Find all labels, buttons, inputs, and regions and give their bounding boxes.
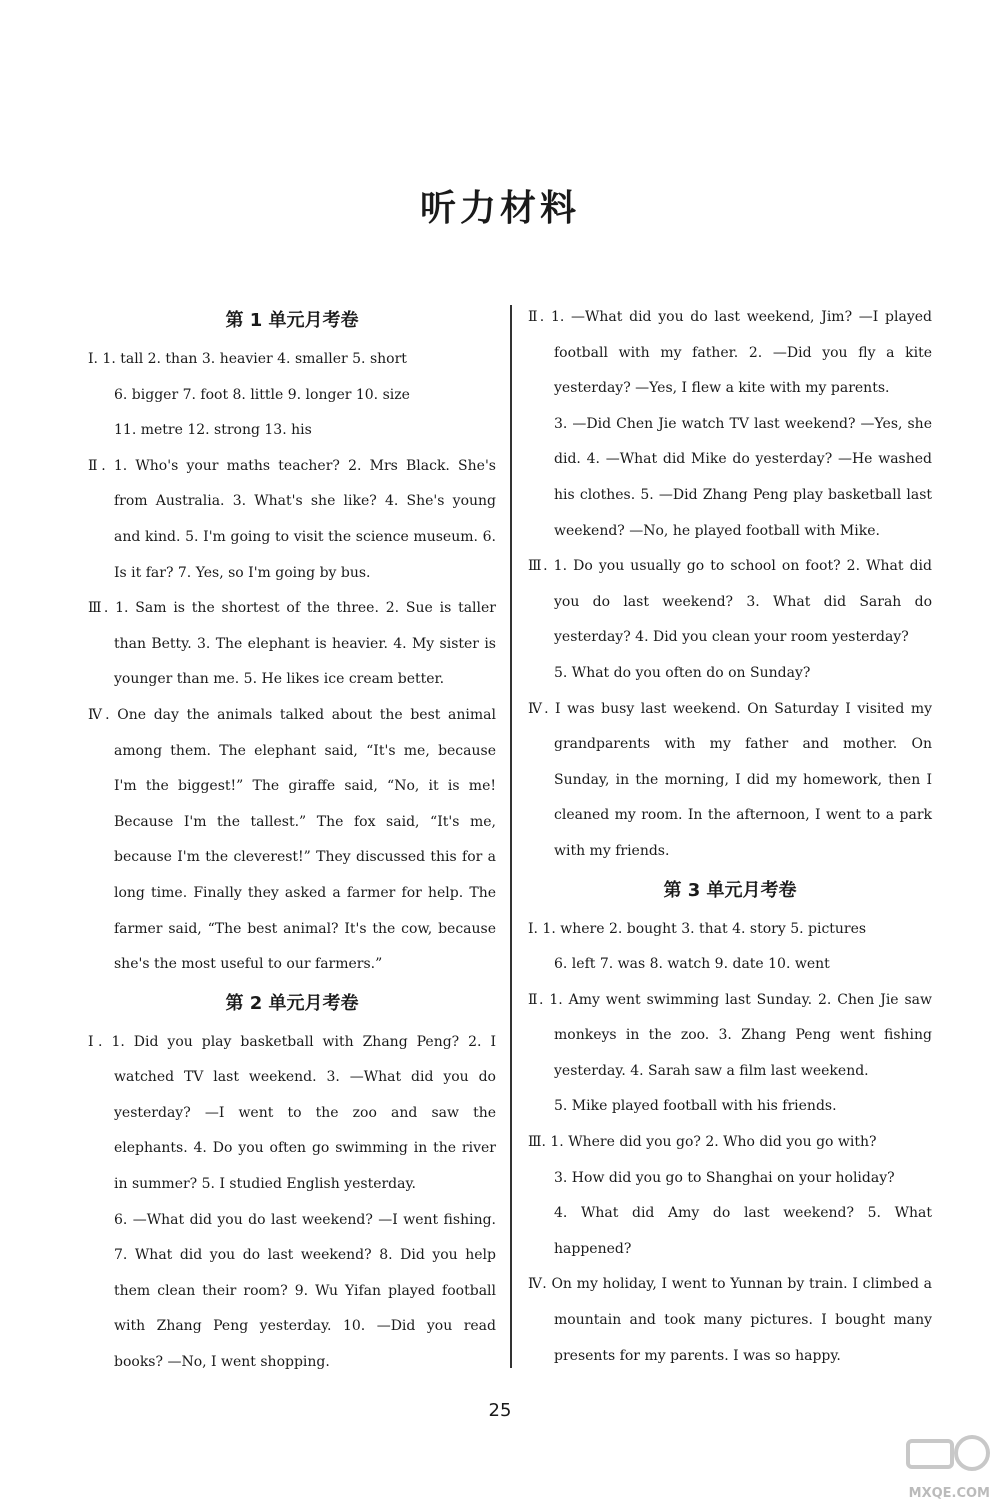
unit3-part3: Ⅲ. 1. Where did you go? 2. Who did you go with? xyxy=(528,1134,877,1151)
unit3-part1-line1: Ⅰ. 1. where 2. bought 3. that 4. story 5. pictures xyxy=(528,920,867,937)
unit3-part3-continued-2: 4. What did Amy do last weekend? 5. What happened? xyxy=(554,1205,932,1257)
unit1-part1-line2: 6. bigger 7. foot 8. little 9. longer 10. size xyxy=(114,386,410,403)
unit2-part2: Ⅱ. 1. —What did you do last weekend, Jim? —I played football with my father. 2. —Did you fly a kite yesterday? —Yes, I flew a kite with my parents. xyxy=(528,309,932,397)
unit1-part2: Ⅱ. 1. Who's your maths teacher? 2. Mrs Black. She's from Australia. 3. What's she like? 4. She's young and kind. 5. I'm going to visit the science museum. 6. Is it far? 7. Yes, so I'm going by bus. xyxy=(88,457,496,581)
unit3-part2: Ⅱ. 1. Amy went swimming last Sunday. 2. Chen Jie saw monkeys in the zoo. 3. Zhang Peng went fishing yesterday. 4. Sarah saw a film last weekend. xyxy=(528,991,932,1079)
section-title-unit-1: 第 1 单元月考卷 xyxy=(225,310,359,331)
unit2-part1: Ⅰ. 1. Did you play basketball with Zhang Peng? 2. I watched TV last weekend. 3. —What did you do yesterday? —I went to the zoo and saw the elephants. 4. Do you often go swimming in the river in summer? 5. I studied English yesterday. xyxy=(88,1033,496,1193)
unit1-part4: Ⅳ. One day the animals talked about the best animal among them. The elephant said, “It's me, because I'm the biggest!” The giraffe said, “No, it is me! Because I'm the tallest.” The fox said, “It's me, because I'm the cleverest!” They discussed this for a long time. Finally they asked a farmer for help. The farmer said, “The best animal? It's the cow, because she's the most useful to our farmers.” xyxy=(88,706,496,973)
right-column xyxy=(528,300,932,1374)
unit2-part3-continued: 5. What do you often do on Sunday? xyxy=(554,664,811,681)
unit3-part2-continued: 5. Mike played football with his friends. xyxy=(554,1098,837,1115)
left-column xyxy=(88,300,496,1381)
section-title-unit-3: 第 3 单元月考卷 xyxy=(663,879,797,901)
unit3-part4: Ⅳ. On my holiday, I went to Yunnan by train. I climbed a mountain and took many pictures. I bought many presents for my parents. I was so happy. xyxy=(528,1276,932,1364)
page-number: 25 xyxy=(488,1400,512,1421)
section-title-unit-2: 第 2 单元月考卷 xyxy=(225,992,359,1014)
unit2-part1-continued: 6. —What did you do last weekend? —I went fishing. 7. What did you do last weekend? 8. Did you help them clean their room? 9. Wu Yifan played football with Zhang Peng yesterday. 10. —Did you read books? —No, I went shopping. xyxy=(114,1211,496,1371)
unit3-part1-line2: 6. left 7. was 8. watch 9. date 10. went xyxy=(554,956,830,973)
unit1-part1-line3: 11. metre 12. strong 13. his xyxy=(114,422,312,439)
page-title: 听力材料 xyxy=(419,188,580,229)
unit1-part1-line1: Ⅰ. 1. tall 2. than 3. heavier 4. smaller 5. short xyxy=(88,351,407,367)
unit3-part3-continued-1: 3. How did you go to Shanghai on your holiday? xyxy=(554,1169,895,1186)
unit2-part4: Ⅳ. I was busy last weekend. On Saturday I visited my grandparents with my father and mother. On Sunday, in the morning, I did my homework, then I cleaned my room. In the afternoon, I went to a park with my friends. xyxy=(528,700,932,859)
unit1-part3: Ⅲ. 1. Sam is the shortest of the three. 2. Sue is taller than Betty. 3. The elephant is heavier. 4. My sister is younger than me. 5. He likes ice cream better. xyxy=(88,600,496,688)
watermark-text: MXQE.COM xyxy=(908,1486,990,1501)
unit2-part3: Ⅲ. 1. Do you usually go to school on foot? 2. What did you do last weekend? 3. What did Sarah do yesterday? 4. Did you clean your room yesterday? xyxy=(528,558,932,646)
column-divider xyxy=(510,305,512,1368)
unit2-part2-continued: 3. —Did Chen Jie watch TV last weekend? —Yes, she did. 4. —What did Mike do yesterday? —He washed his clothes. 5. —Did Zhang Peng play basketball last weekend? —No, he played football with Mike. xyxy=(554,415,932,539)
